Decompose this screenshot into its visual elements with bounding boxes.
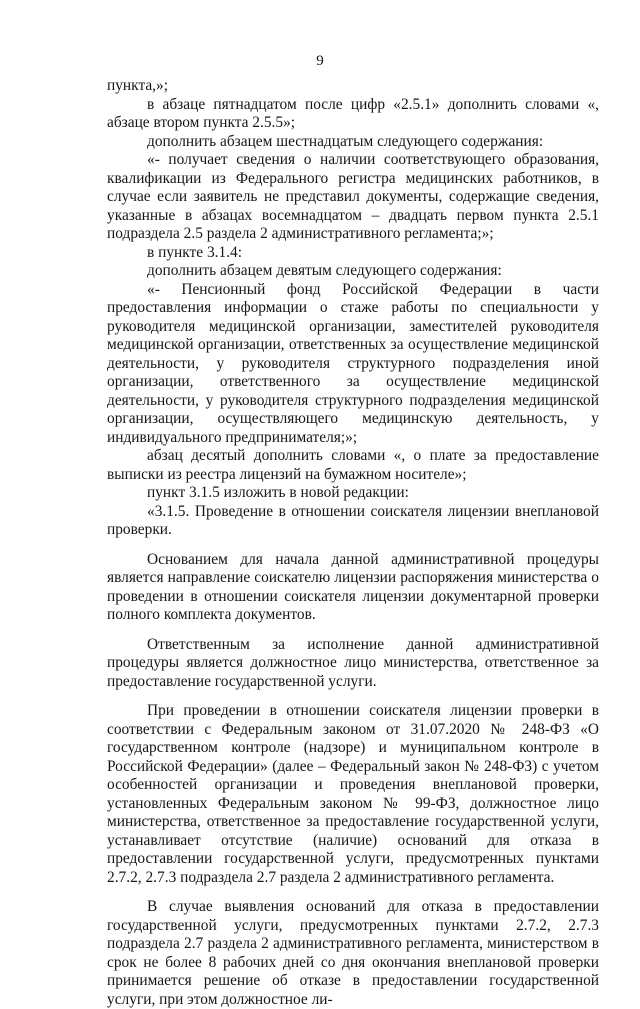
paragraph: в абзаце пятнадцатом после цифр «2.5.1» дополнить словами «, абзаце втором пункта 2.5.5»; — [107, 95, 599, 131]
paragraph: дополнить абзацем девятым следующего содержания: — [147, 262, 502, 279]
paragraph: При проведении в отношении соискателя лицензии проверки в соответствии с Федеральным законом от 31.07.2020 № 248-ФЗ «О государственном контроле (надзоре) и муниципальном контроле в Российской Федерации» (далее – Федеральный закон № 248-ФЗ) с учетом особенностей организации и проведения внеплановой проверки, установленных Федеральным законом № 99-ФЗ, должностное лицо министерства, ответственное за предоставление государственной услуги, устанавливает отсутствие (наличие) оснований для отказа в предоставлении государственной услуги, предусмотренных пунктами 2.7.2, 2.7.3 подраздела 2.7 раздела 2 административного регламента. — [107, 702, 599, 886]
paragraph: «3.1.5. Проведение в отношении соискателя лицензии внеплановой проверки. — [107, 502, 599, 538]
paragraph: пункт 3.1.5 изложить в новой редакции: — [147, 484, 409, 501]
paragraph: «- получает сведения о наличии соответствующего образования, квалификации из Федерального регистра медицинских работников, в случае если заявитель не представил документы, содержащие сведения, указанные в абзацах восемнадцатом – двадцать первом пункта 2.5.1 подраздела 2.5 раздела 2 административного регламента;»; — [107, 151, 599, 242]
paragraph: в пункте 3.1.4: — [147, 243, 243, 261]
paragraph: пункта,»; — [107, 77, 169, 94]
paragraph: «- Пенсионный фонд Российской Федерации в части предоставления информации о стаже работы по специальности у руководителя медицинской организации, заместителей руководителя медицинской организации, ответственных за осуществление медицинской деятельности, у руководителя структурного подразделения иной организации, ответственного за осуществление медицинской деятельности, у руководителя структурного подразделения медицинской организации, осуществляющего медицинскую деятельность, у индивидуального предпринимателя;»; — [107, 280, 599, 446]
paragraph: дополнить абзацем шестнадцатым следующего содержания: — [147, 132, 544, 150]
page-number: 9 — [316, 53, 324, 69]
document-body — [107, 77, 599, 1009]
paragraph: В случае выявления оснований для отказа в предоставлении государственной услуги, предусмотренных пунктами 2.7.2, 2.7.3 подраздела 2.7 раздела 2 административного регламента, министерством в срок не более 8 рабочих дней со дня окончания внеплановой проверки принимается решение об отказе в предоставлении государственной услуги, при этом должностное ли- — [107, 898, 599, 1008]
paragraph: абзац десятый дополнить словами «, о плате за предоставление выписки из реестра лицензий на бумажном носителе»; — [107, 447, 599, 483]
paragraph: Основанием для начала данной административной процедуры является направление соискателю лицензии распоряжения министерства о проведении в отношении соискателя лицензии документарной проверки полного комплекта документов. — [107, 550, 599, 623]
paragraph: Ответственным за исполнение данной административной процедуры является должностное лицо министерства, ответственное за предоставление государственной услуги. — [107, 635, 599, 690]
